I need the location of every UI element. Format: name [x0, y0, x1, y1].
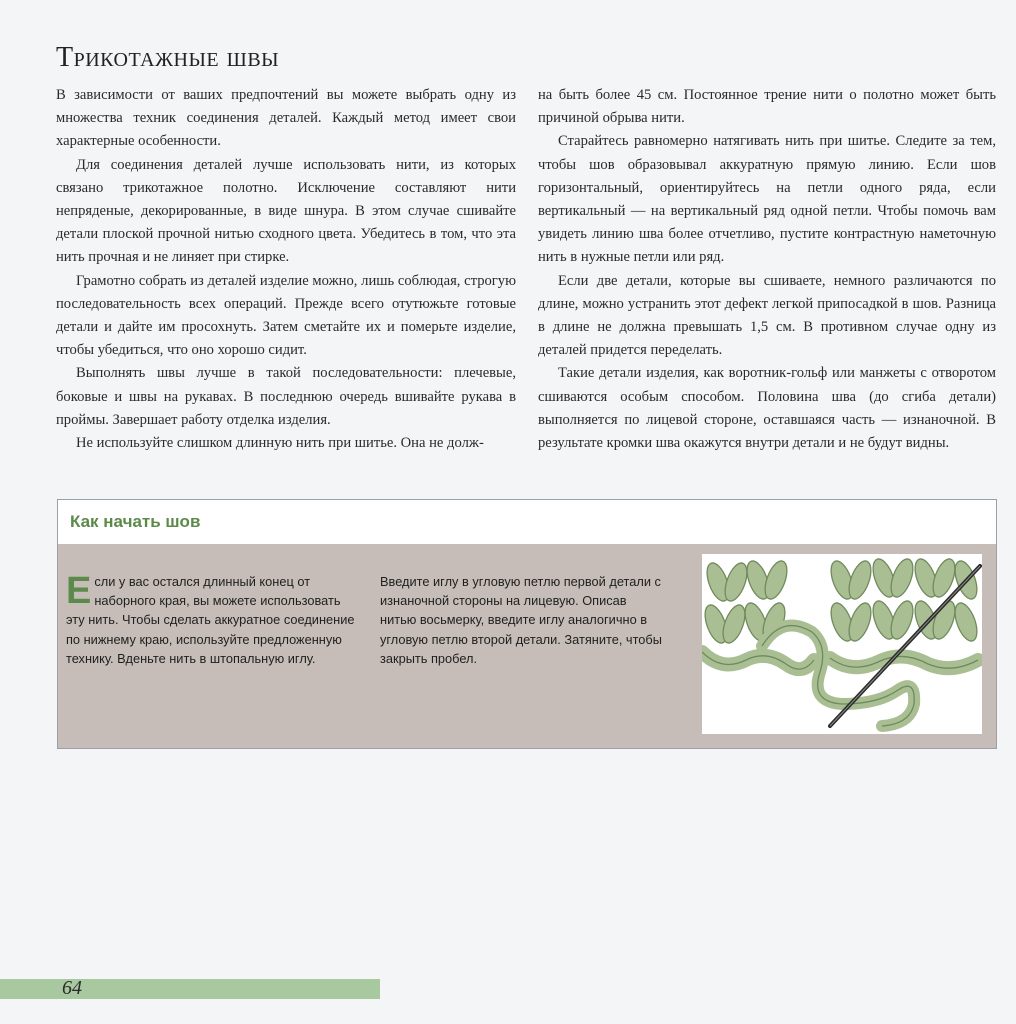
tip-column-2: Введите иглу в угловую петлю первой детали с изнаночной стороны на лицевую. Описав нитью восьмерку, введите иглу аналогично в угловую петлю второй детали. Затяните, чтобы закрыть пробел. — [380, 574, 662, 666]
paragraph: на быть более 45 см. Постоянное трение нити о полотно может быть причиной обрыва нити. — [538, 87, 996, 127]
paragraph: Если две детали, которые вы сшиваете, немного различаются по длине, можно устранить этот дефект легкой припосадкой в шов. Разница в длине не должна превышать 1,5 см. В противном случае одну из деталей придется переделать. — [538, 272, 996, 359]
paragraph: Грамотно собрать из деталей изделие можно, лишь соблюдая, строгую последовательность всех операций. Прежде всего отутюжьте готовые детали и дайте им просохнуть. Затем сметайте их и померьте изделие, чтобы убедиться, что оно хорошо сидит. — [56, 272, 516, 359]
paragraph: Такие детали изделия, как воротник-гольф или манжеты с отворотом сшиваются особым способом. Половина шва (до сгиба детали) выполняется по лицевой стороне, оставшаяся часть — изнаночной. В результате кромки шва окажутся внутри детали и не будут видны. — [538, 365, 996, 452]
knitted-seam-drawing — [702, 554, 982, 734]
seam-illustration — [702, 554, 982, 734]
paragraph: Не используйте слишком длинную нить при шитье. Она не долж- — [76, 435, 484, 452]
tip-column-1 — [66, 572, 362, 668]
tip-box — [57, 499, 997, 749]
left-text-column — [56, 84, 516, 455]
tip-box-body — [58, 544, 996, 748]
page-title: Трикотажные швы — [56, 42, 280, 73]
paragraph: Выполнять швы лучше в такой последовательности: плечевые, боковые и швы на рукавах. В последнюю очередь вшивайте рукава в проймы. Завершает работу отделка изделия. — [56, 365, 516, 428]
paragraph: Старайтесь равномерно натягивать нить при шитье. Следите за тем, чтобы шов образовывал аккуратную прямую линию. Если шов горизонтальный, ориентируйтесь на петли одного ряда, если вертикальный — на вертикальный ряд одной петли. Чтобы помочь вам увидеть линию шва более отчетливо, пустите контрастную наметочную нить в нужные петли или ряд. — [538, 133, 996, 266]
page-number: 64 — [62, 977, 82, 999]
tip-text: сли у вас остался длинный конец от наборного края, вы можете использовать эту нить. Чтобы сделать аккуратное соединение по нижнему краю, используйте предложенную технику. Вденьте нить в штопальную иглу. — [66, 574, 355, 666]
right-text-column — [538, 84, 996, 455]
drop-cap: Е — [66, 570, 92, 612]
tip-box-title: Как начать шов — [70, 512, 201, 531]
paragraph: Для соединения деталей лучше использовать нити, из которых связано трикотажное полотно. Исключение составляют нити непряденые, декорированные, в виде шнура. В этом случае сшивайте детали плоской прочной нитью сходного цвета. Убедитесь в том, что эта нить прочная и не линяет при стирке. — [56, 156, 516, 266]
paragraph: В зависимости от ваших предпочтений вы можете выбрать одну из множества техник соединения деталей. Каждый метод имеет свои характерные особенности. — [56, 87, 516, 150]
footer-bar — [0, 979, 380, 999]
